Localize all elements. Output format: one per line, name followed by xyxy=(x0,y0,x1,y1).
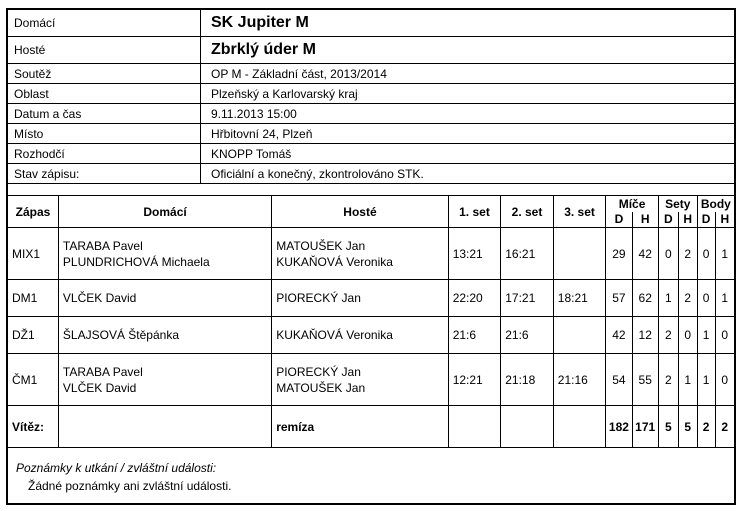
header-body-h: H xyxy=(715,212,734,228)
header-sety: Sety xyxy=(658,196,697,212)
away-players xyxy=(272,228,449,280)
away-player: MATOUŠEK Jan xyxy=(276,238,366,253)
home-player: TARABA Pavel xyxy=(62,238,143,253)
away-player: PIORECKÝ Jan xyxy=(276,364,361,379)
info-label: Rozhodčí xyxy=(8,144,201,164)
info-value: OP M - Základní část, 2013/2014 xyxy=(201,64,735,84)
away-players xyxy=(272,354,449,406)
mice-h: 55 xyxy=(632,354,658,406)
header-set1: 1. set xyxy=(448,196,501,228)
match-code: DŽ1 xyxy=(8,317,58,354)
info-value: Zbrklý úder M xyxy=(201,37,735,64)
away-player: MATOUŠEK Jan xyxy=(276,380,366,395)
match-code: MIX1 xyxy=(8,228,58,280)
info-value: SK Jupiter M xyxy=(201,10,735,37)
winner-body-h: 2 xyxy=(715,406,734,448)
info-row xyxy=(8,84,734,104)
body-d: 1 xyxy=(697,317,715,354)
info-label: Místo xyxy=(8,124,201,144)
info-row xyxy=(8,124,734,144)
info-row xyxy=(8,64,734,84)
set3-score xyxy=(553,228,606,280)
header-hoste: Hosté xyxy=(272,196,449,228)
body-d: 0 xyxy=(697,280,715,317)
home-player: VLČEK David xyxy=(62,291,137,305)
winner-mice-d: 182 xyxy=(606,406,632,448)
away-player: KUKAŇOVÁ Veronika xyxy=(276,254,393,269)
away-players xyxy=(272,280,449,317)
header-body-d: D xyxy=(697,212,715,228)
info-value: Hřbitovní 24, Plzeň xyxy=(201,124,735,144)
header-sety-h: H xyxy=(678,212,697,228)
set2-score: 17:21 xyxy=(501,280,554,317)
match-report xyxy=(6,8,736,505)
winner-result: remíza xyxy=(272,406,449,448)
set1-score: 13:21 xyxy=(448,228,501,280)
set1-score: 22:20 xyxy=(448,280,501,317)
info-label: Hosté xyxy=(8,37,201,64)
match-row xyxy=(8,280,734,317)
info-row xyxy=(8,104,734,124)
mice-d: 57 xyxy=(606,280,632,317)
sety-d: 2 xyxy=(658,317,678,354)
sety-d: 0 xyxy=(658,228,678,280)
winner-label: Vítěz: xyxy=(8,406,58,448)
header-set2: 2. set xyxy=(501,196,554,228)
info-value: KNOPP Tomáš xyxy=(201,144,735,164)
away-players xyxy=(272,317,449,354)
info-row xyxy=(8,10,734,37)
header-sety-d: D xyxy=(658,212,678,228)
sety-d: 1 xyxy=(658,280,678,317)
info-row xyxy=(8,37,734,64)
set3-score: 18:21 xyxy=(553,280,606,317)
header-mice-d: D xyxy=(606,212,632,228)
match-code: DM1 xyxy=(8,280,58,317)
match-row xyxy=(8,354,734,406)
set3-score xyxy=(553,317,606,354)
sety-d: 2 xyxy=(658,354,678,406)
mice-d: 42 xyxy=(606,317,632,354)
notes-title: Poznámky k utkání / zvláštní události: xyxy=(16,461,217,475)
match-row xyxy=(8,228,734,280)
header-mice-h: H xyxy=(632,212,658,228)
home-player: TARABA Pavel xyxy=(62,364,143,379)
header-zapas: Zápas xyxy=(8,196,58,228)
info-value: Plzeňský a Karlovarský kraj xyxy=(201,84,735,104)
notes-section xyxy=(16,461,231,493)
sety-h: 2 xyxy=(678,228,697,280)
info-label: Oblast xyxy=(8,84,201,104)
mice-h: 12 xyxy=(632,317,658,354)
sety-h: 2 xyxy=(678,280,697,317)
home-players xyxy=(58,317,271,354)
home-players xyxy=(58,280,271,317)
home-players xyxy=(58,228,271,280)
body-h: 1 xyxy=(715,228,734,280)
mice-h: 42 xyxy=(632,228,658,280)
winner-body-d: 2 xyxy=(697,406,715,448)
set1-score: 21:6 xyxy=(448,317,501,354)
winner-spacer xyxy=(58,406,271,448)
winner-empty-set3 xyxy=(553,406,606,448)
body-d: 1 xyxy=(697,354,715,406)
header-mice: Míče xyxy=(606,196,659,212)
winner-empty-set2 xyxy=(501,406,554,448)
info-label: Domácí xyxy=(8,10,201,37)
body-h: 0 xyxy=(715,317,734,354)
info-label: Datum a čas xyxy=(8,104,201,124)
mice-d: 29 xyxy=(606,228,632,280)
winner-sety-d: 5 xyxy=(658,406,678,448)
sety-h: 1 xyxy=(678,354,697,406)
winner-empty-set1 xyxy=(448,406,501,448)
match-row xyxy=(8,317,734,354)
away-player: PIORECKÝ Jan xyxy=(276,291,361,305)
info-row xyxy=(8,144,734,164)
home-player: VLČEK David xyxy=(62,380,137,395)
mice-h: 62 xyxy=(632,280,658,317)
set2-score: 21:18 xyxy=(501,354,554,406)
match-results-table xyxy=(8,195,734,448)
header-body: Body xyxy=(697,196,734,212)
home-player: ŠLAJSOVÁ Štěpánka xyxy=(62,328,179,342)
away-player: KUKAŇOVÁ Veronika xyxy=(276,328,393,342)
header-set3: 3. set xyxy=(553,196,606,228)
body-h: 0 xyxy=(715,354,734,406)
info-value: Oficiální a konečný, zkontrolováno STK. xyxy=(201,164,735,184)
header-domaci: Domácí xyxy=(58,196,271,228)
body-h: 1 xyxy=(715,280,734,317)
set2-score: 21:6 xyxy=(501,317,554,354)
set3-score: 21:16 xyxy=(553,354,606,406)
home-players xyxy=(58,354,271,406)
set2-score: 16:21 xyxy=(501,228,554,280)
set1-score: 12:21 xyxy=(448,354,501,406)
info-row xyxy=(8,164,734,184)
info-value: 9.11.2013 15:00 xyxy=(201,104,735,124)
info-label: Stav zápisu: xyxy=(8,164,201,184)
match-info-table xyxy=(8,10,734,184)
match-code: ČM1 xyxy=(8,354,58,406)
sety-h: 0 xyxy=(678,317,697,354)
info-label: Soutěž xyxy=(8,64,201,84)
home-player: PLUNDRICHOVÁ Michaela xyxy=(62,254,210,269)
notes-body: Žádné poznámky ani zvláštní události. xyxy=(28,479,232,493)
winner-sety-h: 5 xyxy=(678,406,697,448)
body-d: 0 xyxy=(697,228,715,280)
mice-d: 54 xyxy=(606,354,632,406)
winner-mice-h: 171 xyxy=(632,406,658,448)
